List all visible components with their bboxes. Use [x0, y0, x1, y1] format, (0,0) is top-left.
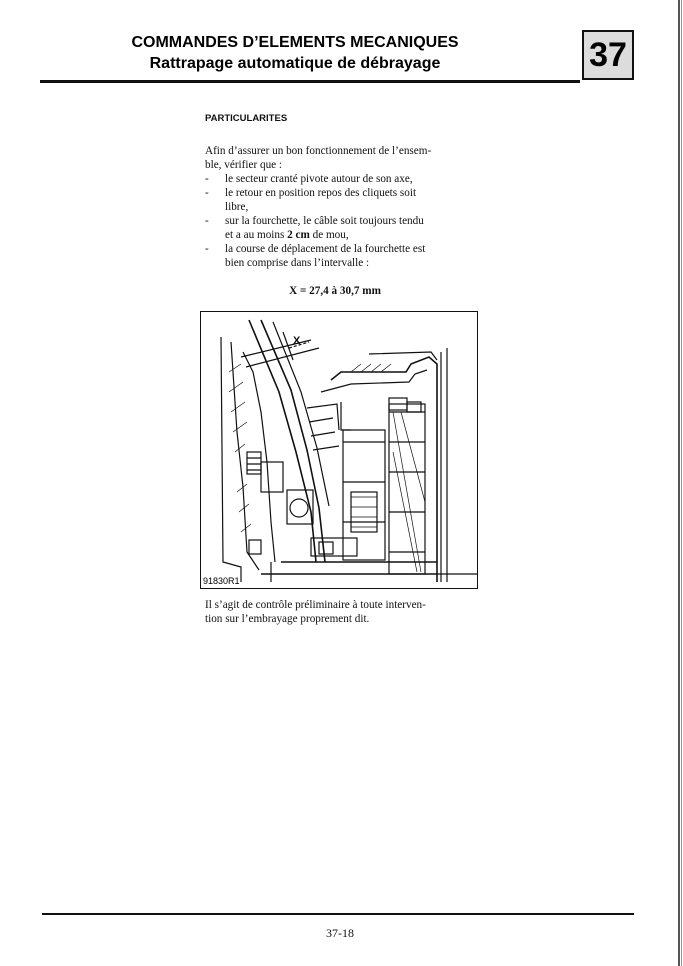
list-item [205, 242, 475, 270]
list-dash: - [205, 215, 209, 227]
list-item-text: sur la fourchette, le câble soit toujours tendu [225, 215, 424, 227]
after-line1: Il s’agit de contrôle préliminaire à toute interven- [205, 599, 426, 611]
after-figure-text [205, 598, 475, 626]
list-item-text: la course de déplacement de la fourchette est [225, 243, 426, 255]
page-header [40, 32, 550, 74]
list-item-text: le retour en position repos des cliquets soit [225, 187, 417, 199]
clutch-figure [200, 311, 478, 589]
list-dash: - [205, 187, 209, 199]
list-item [205, 172, 475, 186]
page-frame-edge-shadow [681, 0, 682, 966]
section-title: PARTICULARITES [205, 113, 288, 124]
intro-text [205, 144, 475, 172]
list-item-text: de mou, [309, 229, 349, 241]
list-item-text: et a au moins [225, 229, 288, 241]
list-item [205, 186, 475, 214]
list-item-text: le secteur cranté pivote autour de son axe, [225, 173, 413, 185]
section-content [205, 112, 475, 298]
figure-reference: 91830R1 [203, 576, 240, 586]
list-dash: - [205, 243, 209, 255]
intro-line2: ble, vérifier que : [205, 159, 283, 171]
after-line2: tion sur l’embrayage proprement dit. [205, 613, 370, 625]
footer-rule [42, 913, 634, 915]
intro-line1: Afin d’assurer un bon fonctionnement de l’ensem- [205, 145, 432, 157]
check-list [205, 172, 475, 270]
slack-value: 2 cm [287, 229, 310, 241]
clutch-cross-section-drawing [201, 312, 477, 588]
header-title-line1: COMMANDES D’ELEMENTS MECANIQUES [131, 34, 459, 51]
page-frame-edge [678, 0, 680, 966]
page-number: 37-18 [326, 926, 354, 940]
list-item-text: libre, [225, 201, 249, 213]
list-item [205, 214, 475, 242]
list-item-text: bien comprise dans l’intervalle : [225, 257, 370, 269]
list-dash: - [205, 173, 209, 185]
header-rule [40, 80, 580, 83]
header-title-line2: Rattrapage automatique de débrayage [149, 55, 441, 72]
dimension-x-label: X [293, 335, 301, 347]
chapter-number-box: 37 [582, 30, 634, 80]
travel-formula: X = 27,4 à 30,7 mm [289, 285, 381, 297]
